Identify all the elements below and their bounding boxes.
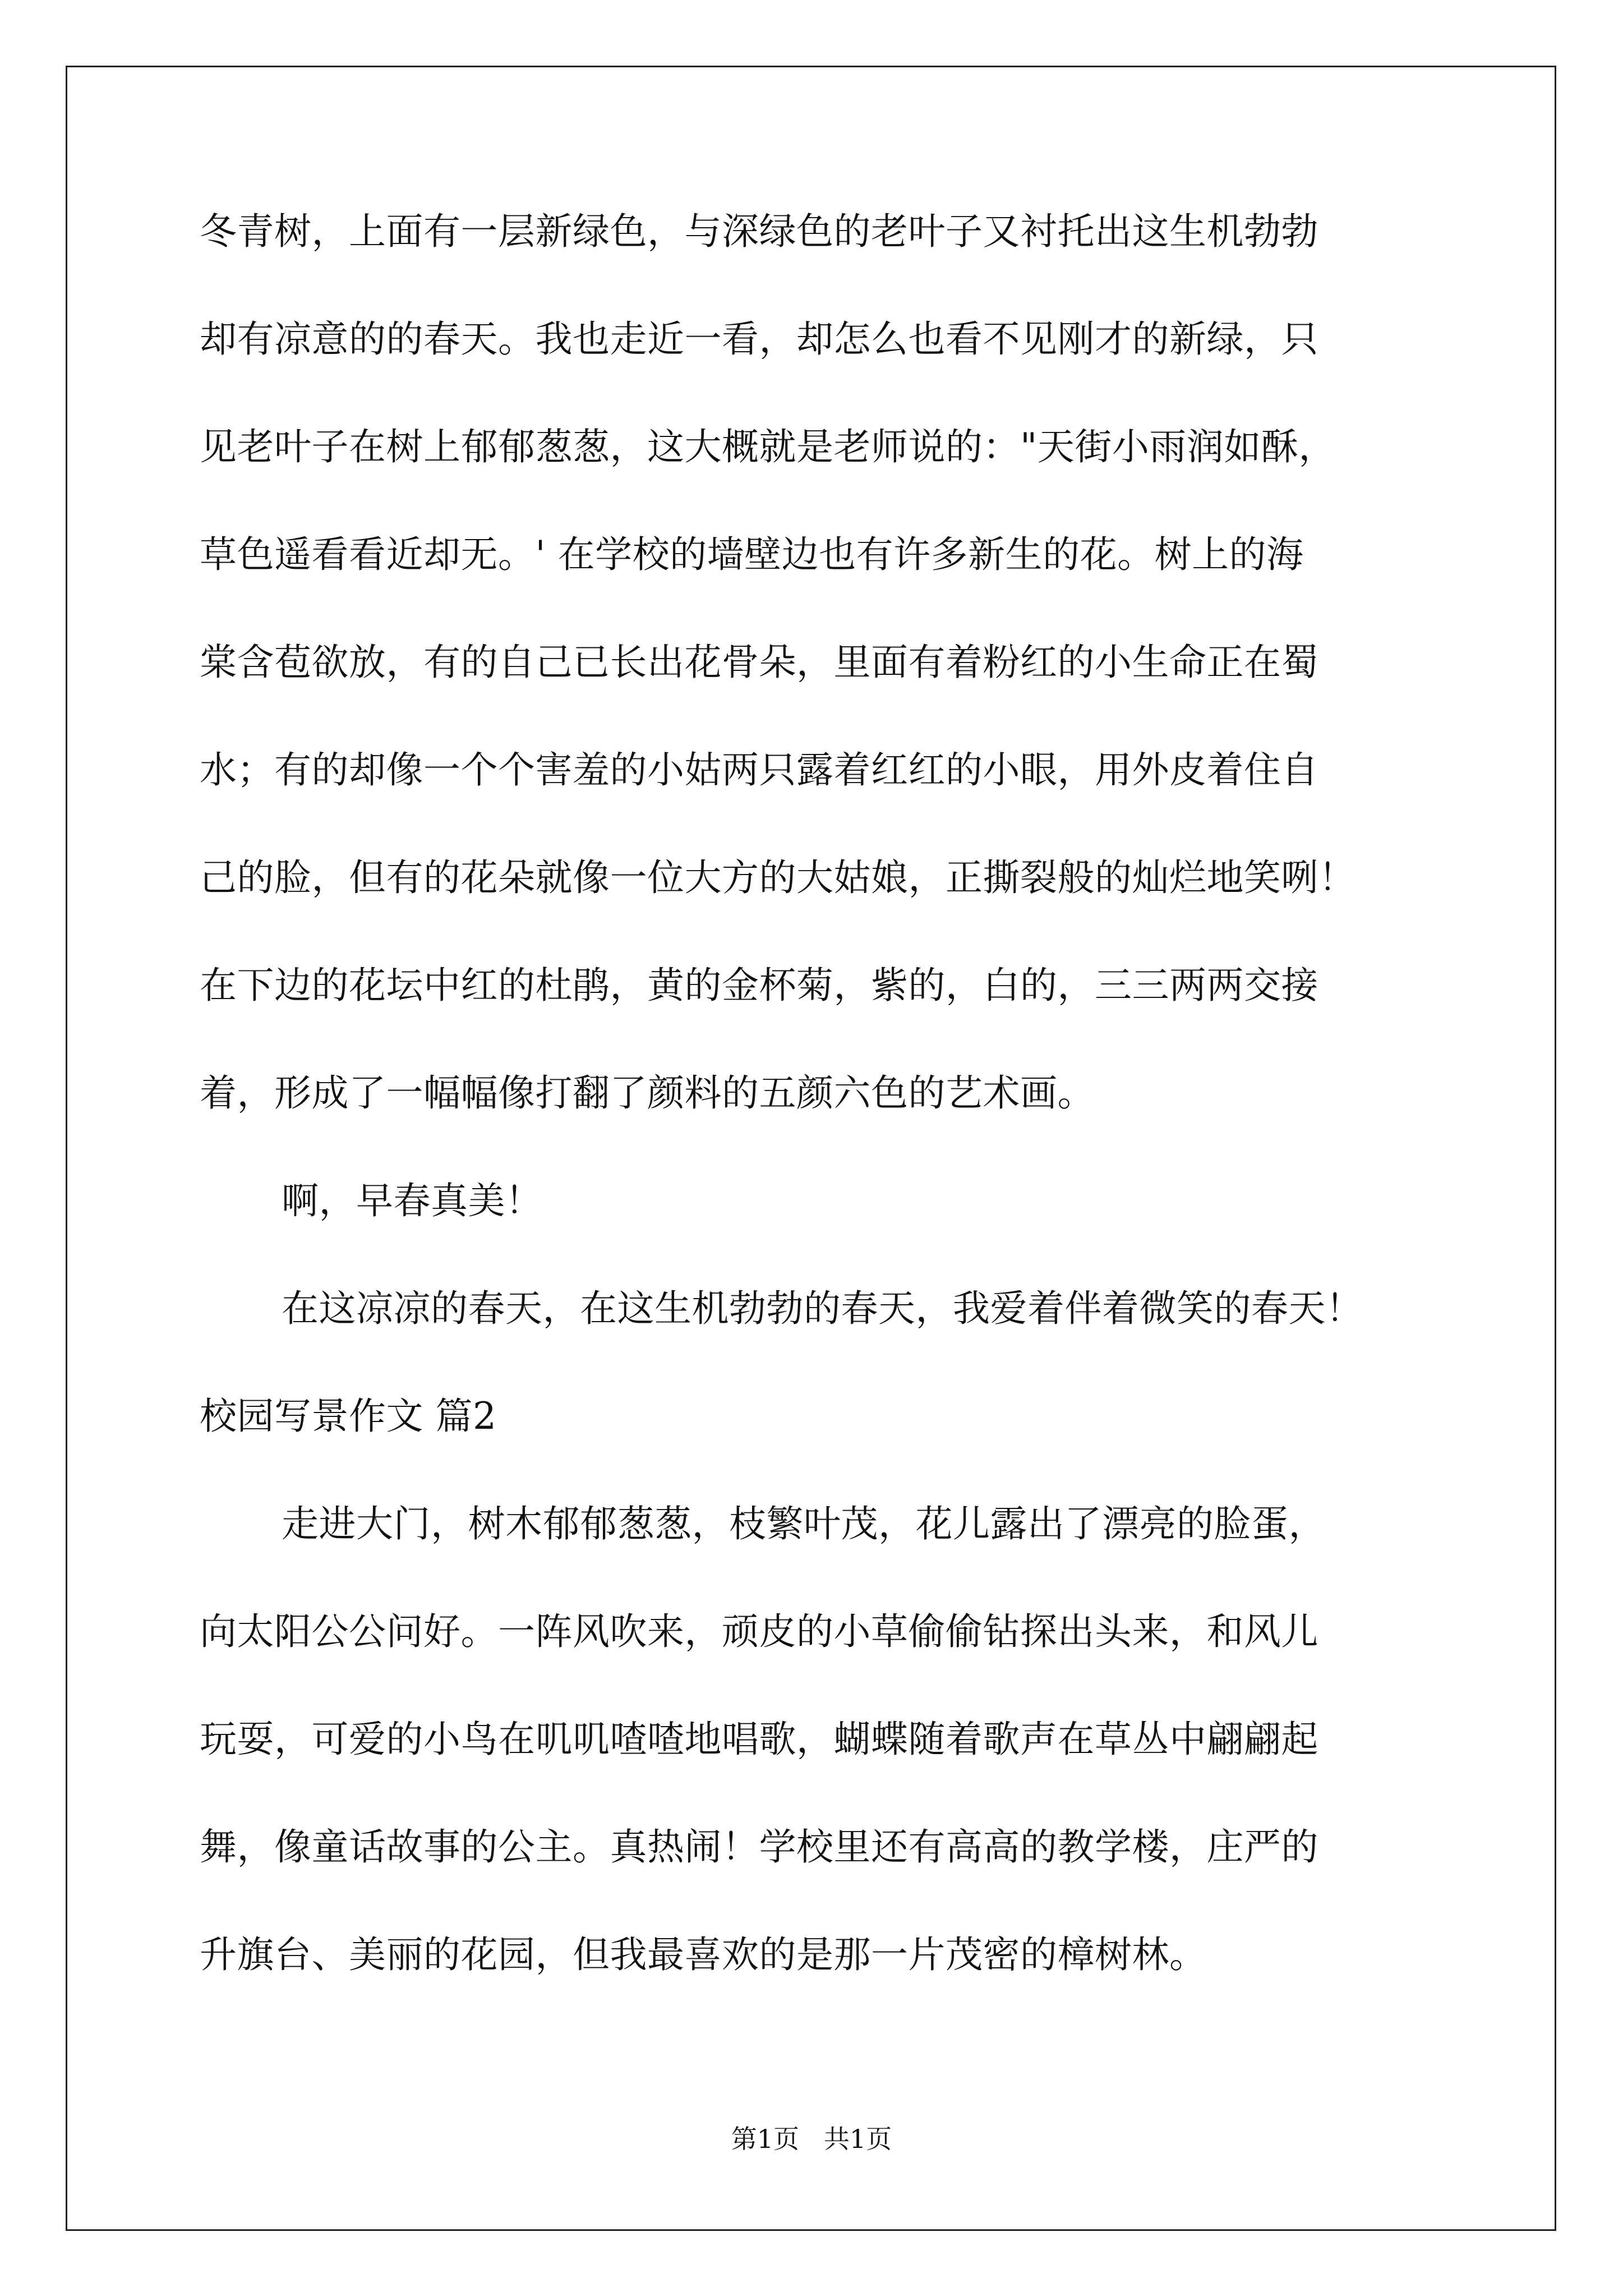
document-body <box>200 210 1461 2044</box>
paragraph-line: 草色遥看看近却无。' 在学校的墙壁边也有许多新生的花。树上的海 <box>200 533 1304 576</box>
paragraph-line: 走进大门，树木郁郁葱葱，枝繁叶茂，花儿露出了漂亮的脸蛋， <box>282 1502 1326 1545</box>
page-number-footer: 第1页 共1页 <box>731 2124 892 2154</box>
paragraph-line: 冬青树，上面有一层新绿色，与深绿色的老叶子又衬托出这生机勃勃 <box>200 210 1318 253</box>
paragraph-line: 见老叶子在树上郁郁葱葱，这大概就是老师说的："天街小雨润如酥， <box>200 425 1336 468</box>
paragraph-line: 着，形成了一幅幅像打翻了颜料的五颜六色的艺术画。 <box>200 1071 1095 1115</box>
paragraph-line: 在这凉凉的春天，在这生机勃勃的春天，我爱着伴着微笑的春天！ <box>282 1287 1363 1330</box>
paragraph-line: 升旗台、美丽的花园，但我最喜欢的是那一片茂密的樟树林。 <box>200 1933 1207 1976</box>
paragraph-line: 却有凉意的的春天。我也走近一看，却怎么也看不见刚才的新绿，只 <box>200 318 1318 361</box>
paragraph-line: 水；有的却像一个个害羞的小姑两只露着红红的小眼，用外皮着住自 <box>200 748 1318 792</box>
paragraph-line: 在下边的花坛中红的杜鹃，黄的金杯菊，紫的，白的，三三两两交接 <box>200 964 1318 1007</box>
paragraph-line: 己的脸，但有的花朵就像一位大方的大姑娘，正撕裂般的灿烂地笑咧！ <box>200 856 1356 899</box>
paragraph-line: 啊，早春真美！ <box>282 1179 543 1222</box>
section-heading: 校园写景作文 篇2 <box>200 1395 497 1438</box>
paragraph-line: 玩耍，可爱的小鸟在叽叽喳喳地唱歌，蝴蝶随着歌声在草丛中翩翩起 <box>200 1718 1318 1761</box>
paragraph-line: 舞，像童话故事的公主。真热闹！学校里还有高高的教学楼，庄严的 <box>200 1825 1318 1869</box>
paragraph-line: 棠含苞欲放，有的自己已长出花骨朵，里面有着粉红的小生命正在蜀 <box>200 641 1318 684</box>
paragraph-line: 向太阳公公问好。一阵风吹来，顽皮的小草偷偷钻探出头来，和风儿 <box>200 1610 1318 1653</box>
